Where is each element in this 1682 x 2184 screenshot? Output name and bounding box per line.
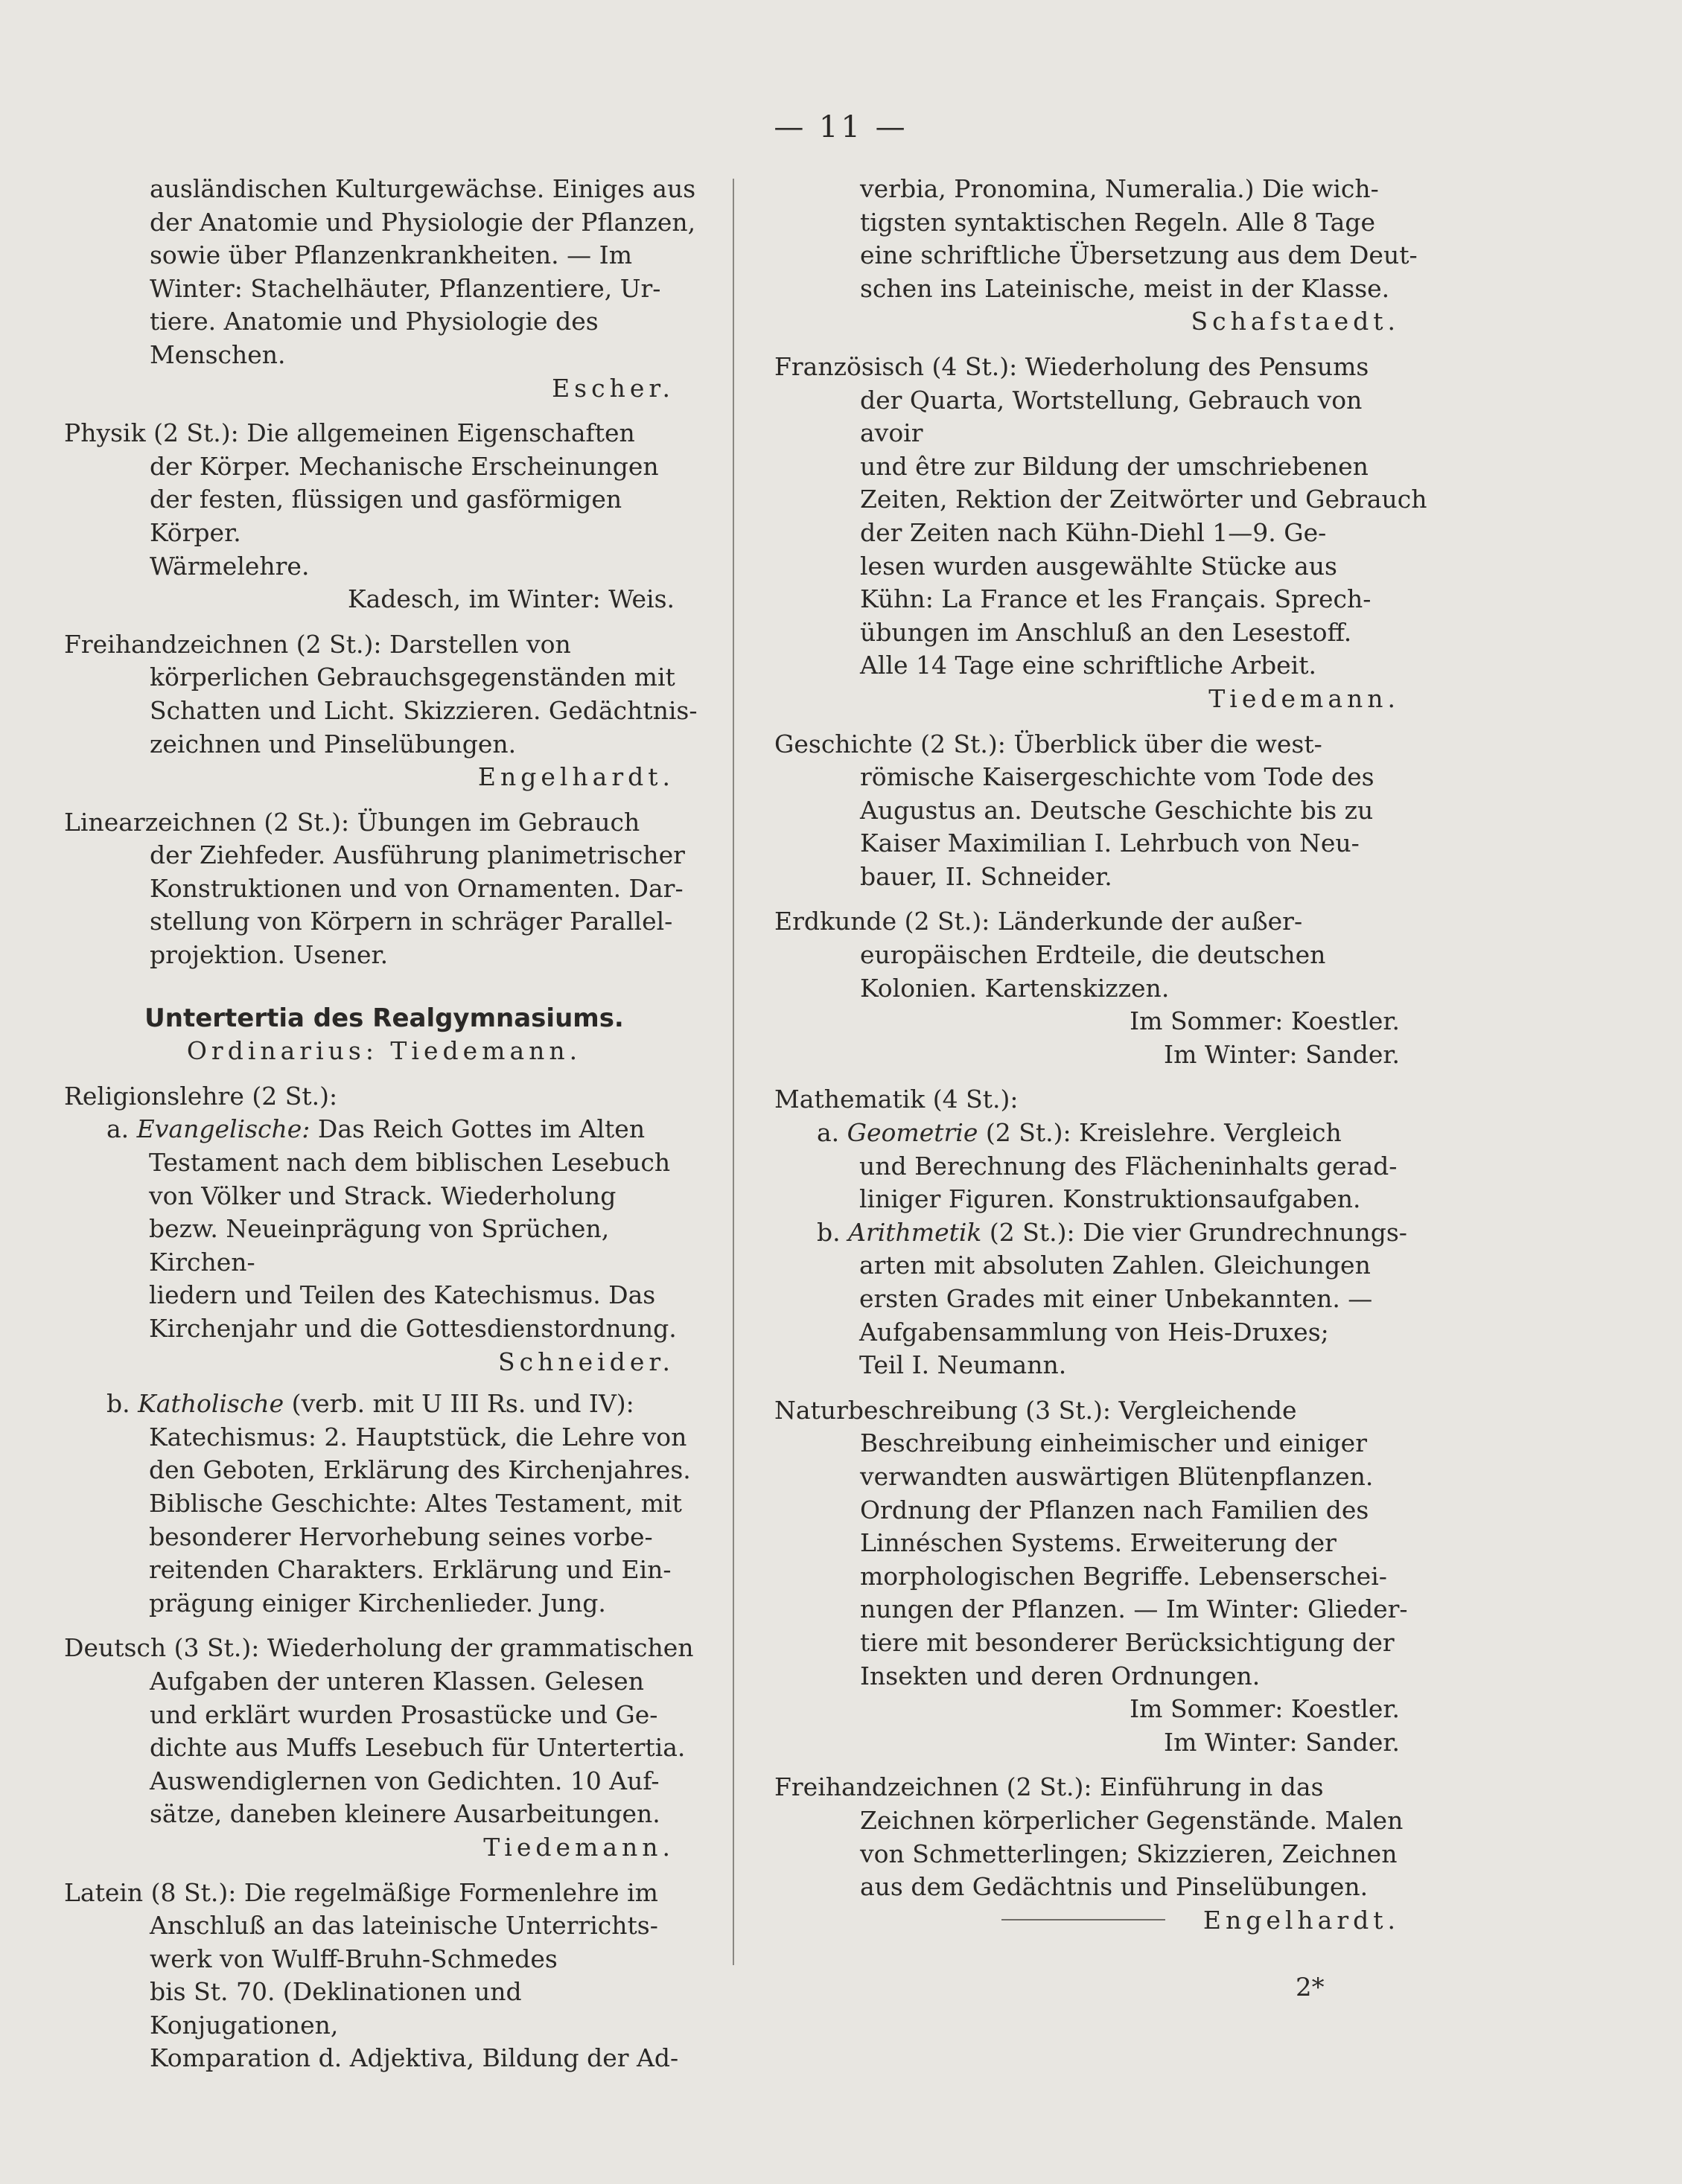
text-line: europäischen Erdteile, die deutschen <box>860 940 1326 970</box>
text-line: Kaiser Maximilian I. Lehrbuch von Neu- <box>860 828 1360 858</box>
text-line <box>106 1113 704 1146</box>
text-line: römische Kaisergeschichte vom Tode des <box>860 762 1374 792</box>
right-para-latein-cont <box>774 173 1430 339</box>
list-marker: a. <box>817 1118 847 1148</box>
page-number: — 11 — <box>774 110 908 144</box>
text-line: Konstruktionen und von Ornamenten. Dar- <box>150 873 684 903</box>
text-line: zeichnen und Pinselübungen. <box>150 729 517 759</box>
teacher-name: Im Winter: Sander. <box>1164 1727 1400 1757</box>
text-line: Augustus an. Deutsche Geschichte bis zu <box>860 795 1374 825</box>
text-line: Aufgabensammlung von Heis-Druxes; <box>859 1317 1329 1347</box>
text-line: verbia, Pronomina, Numeralia.) Die wich- <box>860 174 1379 203</box>
text-line: dichte aus Muffs Lesebuch für Untertertia. <box>150 1733 686 1763</box>
text-line: von Schmetterlingen; Skizzieren, Zeichnen <box>860 1839 1398 1868</box>
right-para-freihandzeichnen <box>774 1771 1430 1937</box>
text-fragment: (verb. mit U III Rs. und IV): <box>284 1389 634 1419</box>
text-line: und erklärt wurden Prosastücke und Ge- <box>150 1699 658 1729</box>
text-line: der Körper. Mechanische Erscheinungen <box>150 451 659 481</box>
text-line: bauer, II. Schneider. <box>860 861 1112 891</box>
teacher-name: Im Winter: Sander. <box>1164 1039 1400 1069</box>
text-line: bis St. 70. (Deklinationen und Konjugationen, <box>150 1977 522 2040</box>
text-line: Linearzeichnen (2 St.): Übungen im Gebrauch <box>64 807 640 837</box>
text-line: Biblische Geschichte: Altes Testament, mit <box>149 1488 682 1518</box>
text-line: liniger Figuren. Konstruktionsaufgaben. <box>859 1184 1361 1214</box>
subject-label: Arithmetik <box>848 1217 982 1247</box>
text-line: und Berechnung des Flächeninhalts gerad- <box>859 1151 1398 1181</box>
teacher-name: Tiedemann. <box>1208 683 1400 713</box>
column-divider <box>733 179 734 1965</box>
text-line: Aufgaben der unteren Klassen. Gelesen <box>150 1666 644 1696</box>
text-line: verwandten auswärtigen Blütenpflanzen. <box>860 1461 1374 1491</box>
text-line: Alle 14 Tage eine schriftliche Arbeit. <box>860 651 1316 680</box>
text-line: Wärmelehre. <box>150 551 310 581</box>
text-line: ersten Grades mit einer Unbekannten. — <box>859 1284 1373 1313</box>
text-line: der Zeiten nach Kühn-Diehl 1—9. Ge- <box>860 517 1327 547</box>
text-line: prägung einiger Kirchenlieder. Jung. <box>149 1588 606 1618</box>
text-line: körperlichen Gebrauchsgegenständen mit <box>150 662 675 692</box>
text-line: Menschen. <box>150 339 286 369</box>
text-fragment: (2 St.): Die vier Grundrechnungs- <box>981 1217 1407 1247</box>
text-line: übungen im Anschluß an den Lesestoff. <box>860 617 1352 647</box>
teacher-name: Engelhardt. <box>477 762 675 792</box>
text-line: tiere. Anatomie und Physiologie des <box>150 307 599 336</box>
subject-label: Geometrie <box>847 1118 978 1148</box>
text-line: Kirchenjahr und die Gottesdienstordnung. <box>149 1314 677 1343</box>
text-fragment: (2 St.): Kreislehre. Vergleich <box>978 1118 1342 1148</box>
teacher-name: Tiedemann. <box>483 1832 675 1862</box>
text-line: der Ziehfeder. Ausführung planimetrischer <box>150 840 685 870</box>
text-line: liedern und Teilen des Katechismus. Das <box>149 1280 656 1310</box>
text-line: Insekten und deren Ordnungen. <box>860 1661 1261 1690</box>
text-line: projektion. Usener. <box>150 940 389 970</box>
right-para-franzoesisch <box>774 351 1430 716</box>
list-marker: b. <box>106 1389 138 1419</box>
text-line: Freihandzeichnen (2 St.): Einführung in das <box>774 1772 1324 1802</box>
text-line: Kolonien. Kartenskizzen. <box>860 973 1170 1003</box>
text-line: Erdkunde (2 St.): Länderkunde der außer- <box>774 907 1303 936</box>
list-marker: a. <box>106 1114 137 1144</box>
teacher-name: Escher. <box>552 373 675 403</box>
text-line: Französisch (4 St.): Wiederholung des Pensums <box>774 351 1369 381</box>
text-line <box>817 1216 1430 1250</box>
text-line: werk von Wulff-Bruhn-Schmedes <box>150 1944 558 1973</box>
closing-rule <box>1001 1919 1165 1920</box>
text-line: Mathematik (4 St.): <box>774 1085 1019 1114</box>
text-line: besonderer Hervorhebung seines vorbe- <box>149 1522 653 1551</box>
text-line: der festen, flüssigen und gasförmigen Körper. <box>150 485 622 547</box>
text-line: stellung von Körpern in schräger Parallel- <box>150 907 673 936</box>
left-para-deutsch <box>64 1632 704 1864</box>
text-line: Geschichte (2 St.): Überblick über die west- <box>774 729 1322 759</box>
left-para-freihandzeichnen <box>64 628 704 794</box>
text-line: Katechismus: 2. Hauptstück, die Lehre von <box>149 1422 687 1452</box>
text-line: sätze, daneben kleinere Ausarbeitungen. <box>150 1799 660 1829</box>
text-line: aus dem Gedächtnis und Pinselübungen. <box>860 1872 1369 1902</box>
subject-label: Evangelische: <box>136 1114 310 1144</box>
text-line: der Anatomie und Physiologie der Pflanzen, <box>150 207 696 237</box>
text-line: Religionslehre (2 St.): <box>64 1081 338 1111</box>
teacher-name: Im Sommer: Koestler. <box>1130 1694 1400 1724</box>
right-para-erdkunde <box>774 905 1430 1071</box>
text-line: Komparation d. Adjektiva, Bildung der Ad- <box>150 2043 679 2073</box>
sheet-signature: 2* <box>1296 1973 1325 2002</box>
text-line: Schatten und Licht. Skizzieren. Gedächtnis- <box>150 695 698 725</box>
text-line: sowie über Pflanzenkrankheiten. — Im <box>150 240 632 270</box>
text-line: Latein (8 St.): Die regelmäßige Formenlehre im <box>64 1877 658 1907</box>
text-line: lesen wurden ausgewählte Stücke aus <box>860 551 1337 581</box>
text-line: nungen der Pflanzen. — Im Winter: Glieder- <box>860 1594 1408 1624</box>
text-line: schen ins Lateinische, meist in der Klasse. <box>860 273 1390 303</box>
text-line: Deutsch (3 St.): Wiederholung der grammatischen <box>64 1633 694 1663</box>
text-line: Freihandzeichnen (2 St.): Darstellen von <box>64 629 571 659</box>
text-line: Beschreibung einheimischer und einiger <box>860 1428 1367 1458</box>
text-line: den Geboten, Erklärung des Kirchenjahres. <box>149 1455 691 1485</box>
text-fragment: Das Reich Gottes im Alten <box>310 1114 646 1144</box>
left-column <box>64 173 704 2075</box>
text-line: Zeichnen körperlicher Gegenstände. Malen <box>860 1805 1404 1835</box>
text-line: tiere mit besonderer Berücksichtigung der <box>860 1627 1395 1657</box>
text-line: reitenden Charakters. Erklärung und Ein- <box>149 1555 672 1585</box>
text-line <box>106 1388 704 1421</box>
text-line: Zeiten, Rektion der Zeitwörter und Gebrauch <box>860 485 1427 514</box>
text-line: Ordnung der Pflanzen nach Familien des <box>860 1495 1369 1524</box>
right-para-naturbeschreibung <box>774 1394 1430 1760</box>
text-line: Testament nach dem biblischen Lesebuch <box>149 1148 671 1178</box>
left-para-religionslehre <box>64 1080 704 1621</box>
text-line: morphologischen Begriffe. Lebenserschei- <box>860 1561 1387 1591</box>
teacher-name: Schafstaedt. <box>1191 307 1400 336</box>
text-line: eine schriftliche Übersetzung aus dem Deut- <box>860 240 1418 270</box>
left-para-latein <box>64 1877 704 2076</box>
text-line: arten mit absoluten Zahlen. Gleichungen <box>859 1251 1371 1280</box>
text-line <box>817 1117 1430 1150</box>
text-line: tigsten syntaktischen Regeln. Alle 8 Tage <box>860 207 1375 237</box>
text-line: Linnéschen Systems. Erweiterung der <box>860 1528 1337 1558</box>
text-line: Naturbeschreibung (3 St.): Vergleichende <box>774 1395 1297 1425</box>
left-para-naturbeschreibung-cont <box>64 173 704 405</box>
text-line: Anschluß an das lateinische Unterrichts- <box>150 1911 658 1941</box>
text-line: Teil I. Neumann. <box>859 1350 1067 1380</box>
ordinarius-line: Ordinarius: Tiedemann. <box>186 1036 582 1066</box>
text-line: bezw. Neueinprägung von Sprüchen, Kirchen- <box>149 1214 610 1277</box>
teacher-name: Schneider. <box>498 1347 675 1376</box>
text-line: der Quarta, Wortstellung, Gebrauch von avoir <box>860 385 1363 448</box>
text-line: Kühn: La France et les Français. Sprech- <box>860 584 1372 614</box>
teacher-name: Kadesch, im Winter: Weis. <box>347 584 675 614</box>
text-line: Winter: Stachelhäuter, Pflanzentiere, Ur- <box>150 273 661 303</box>
right-column <box>774 173 1430 1937</box>
section-heading: Untertertia des Realgymnasiums. <box>144 1003 624 1033</box>
text-line: und être zur Bildung der umschriebenen <box>860 451 1369 481</box>
teacher-name: Engelhardt. <box>1202 1905 1400 1935</box>
text-line: Physik (2 St.): Die allgemeinen Eigenschaften <box>64 418 635 448</box>
right-para-geschichte <box>774 728 1430 894</box>
teacher-name: Im Sommer: Koestler. <box>1130 1006 1400 1036</box>
text-line: von Völker und Strack. Wiederholung <box>149 1181 617 1210</box>
subject-label: Katholische <box>138 1389 284 1419</box>
text-line: Auswendiglernen von Gedichten. 10 Auf- <box>150 1766 660 1795</box>
list-marker: b. <box>817 1217 849 1247</box>
left-para-physik <box>64 417 704 616</box>
left-para-linearzeichnen <box>64 806 704 972</box>
text-line: ausländischen Kulturgewächse. Einiges aus <box>150 174 696 203</box>
right-para-mathematik <box>774 1083 1430 1382</box>
